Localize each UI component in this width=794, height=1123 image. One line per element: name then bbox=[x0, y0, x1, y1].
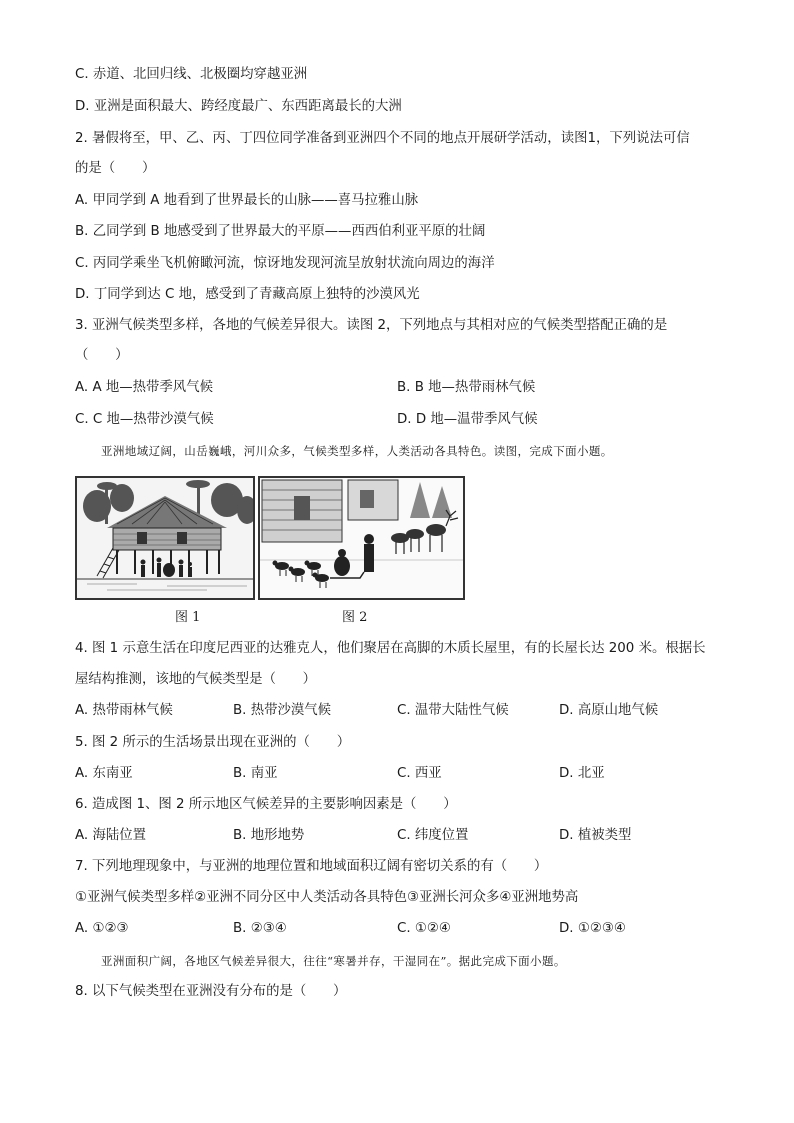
q4-option-d: D. 高原山地气候 bbox=[559, 703, 659, 718]
q8-stem: 8. 以下气候类型在亚洲没有分布的是（ ） bbox=[75, 984, 347, 999]
q2-option-d: D. 丁同学到达 C 地，感受到了青藏高原上独特的沙漠风光 bbox=[75, 287, 420, 302]
q2-stem-line2: 的是（ ） bbox=[75, 161, 156, 176]
q3-stem-line1: 3. 亚洲气候类型多样，各地的气候差异很大。读图 2，下列地点与其相对应的气候类型搭配正确的是 bbox=[75, 318, 668, 333]
intro-text-2: 亚洲面积广阔，各地区气候差异很大，往往“寒暑并存，干湿同在”。据此完成下面小题。 bbox=[101, 954, 566, 968]
q3-option-a: A. A 地—热带季风气候 bbox=[75, 380, 213, 395]
q4-stem-line1: 4. 图 1 示意生活在印度尼西亚的达雅克人，他们聚居在高脚的木质长屋里，有的长屋长达 200 米。根据长 bbox=[75, 641, 706, 656]
q5-option-c: C. 西亚 bbox=[397, 766, 442, 781]
q2-option-c: C. 丙同学乘坐飞机俯瞰河流，惊讶地发现河流呈放射状流向周边的海洋 bbox=[75, 256, 495, 271]
figure-2-image bbox=[258, 476, 465, 600]
q3-option-c: C. C 地—热带沙漠气候 bbox=[75, 412, 214, 427]
q7-option-b: B. ②③④ bbox=[233, 921, 287, 936]
q5-option-b: B. 南亚 bbox=[233, 766, 278, 781]
q1-option-d: D. 亚洲是面积最大、跨经度最广、东西距离最长的大洲 bbox=[75, 99, 402, 114]
q7-statements: ①亚洲气候类型多样②亚洲不同分区中人类活动各具特色③亚洲长河众多④亚洲地势高 bbox=[75, 890, 579, 905]
q4-option-a: A. 热带雨林气候 bbox=[75, 703, 173, 718]
q7-option-a: A. ①②③ bbox=[75, 921, 129, 936]
q6-option-b: B. 地形地势 bbox=[233, 828, 305, 843]
q7-stem: 7. 下列地理现象中，与亚洲的地理位置和地域面积辽阔有密切关系的有（ ） bbox=[75, 859, 548, 874]
q4-option-c: C. 温带大陆性气候 bbox=[397, 703, 509, 718]
q3-stem-line2: （ ） bbox=[75, 348, 129, 363]
q5-option-a: A. 东南亚 bbox=[75, 766, 133, 781]
longhouse-illustration bbox=[77, 478, 253, 598]
q7-option-c: C. ①②④ bbox=[397, 921, 451, 936]
q4-option-b: B. 热带沙漠气候 bbox=[233, 703, 332, 718]
q2-option-b: B. 乙同学到 B 地感受到了世界最大的平原——西西伯利亚平原的壮阔 bbox=[75, 224, 486, 239]
q2-stem-line1: 2. 暑假将至，甲、乙、丙、丁四位同学准备到亚洲四个不同的地点开展研学活动，读图1，下列说法可信 bbox=[75, 131, 690, 146]
figure-1-caption: 图 1 bbox=[175, 610, 201, 625]
reindeer-sled-illustration bbox=[260, 478, 463, 598]
q2-option-a: A. 甲同学到 A 地看到了世界最长的山脉——喜马拉雅山脉 bbox=[75, 193, 419, 208]
q4-stem-line2: 屋结构推测，该地的气候类型是（ ） bbox=[75, 672, 317, 687]
figure-2-caption: 图 2 bbox=[342, 610, 368, 625]
q6-option-a: A. 海陆位置 bbox=[75, 828, 146, 843]
figure-1-image bbox=[75, 476, 255, 600]
intro-text-1: 亚洲地域辽阔，山岳巍峨，河川众多，气候类型多样，人类活动各具特色。读图，完成下面小题。 bbox=[101, 444, 613, 458]
q6-stem: 6. 造成图 1、图 2 所示地区气候差异的主要影响因素是（ ） bbox=[75, 797, 457, 812]
q6-option-d: D. 植被类型 bbox=[559, 828, 632, 843]
q1-option-c: C. 赤道、北回归线、北极圈均穿越亚洲 bbox=[75, 67, 308, 82]
q6-option-c: C. 纬度位置 bbox=[397, 828, 469, 843]
q3-option-d: D. D 地—温带季风气候 bbox=[397, 412, 538, 427]
q5-stem: 5. 图 2 所示的生活场景出现在亚洲的（ ） bbox=[75, 735, 351, 750]
q7-option-d: D. ①②③④ bbox=[559, 921, 626, 936]
q3-option-b: B. B 地—热带雨林气候 bbox=[397, 380, 536, 395]
q5-option-d: D. 北亚 bbox=[559, 766, 605, 781]
